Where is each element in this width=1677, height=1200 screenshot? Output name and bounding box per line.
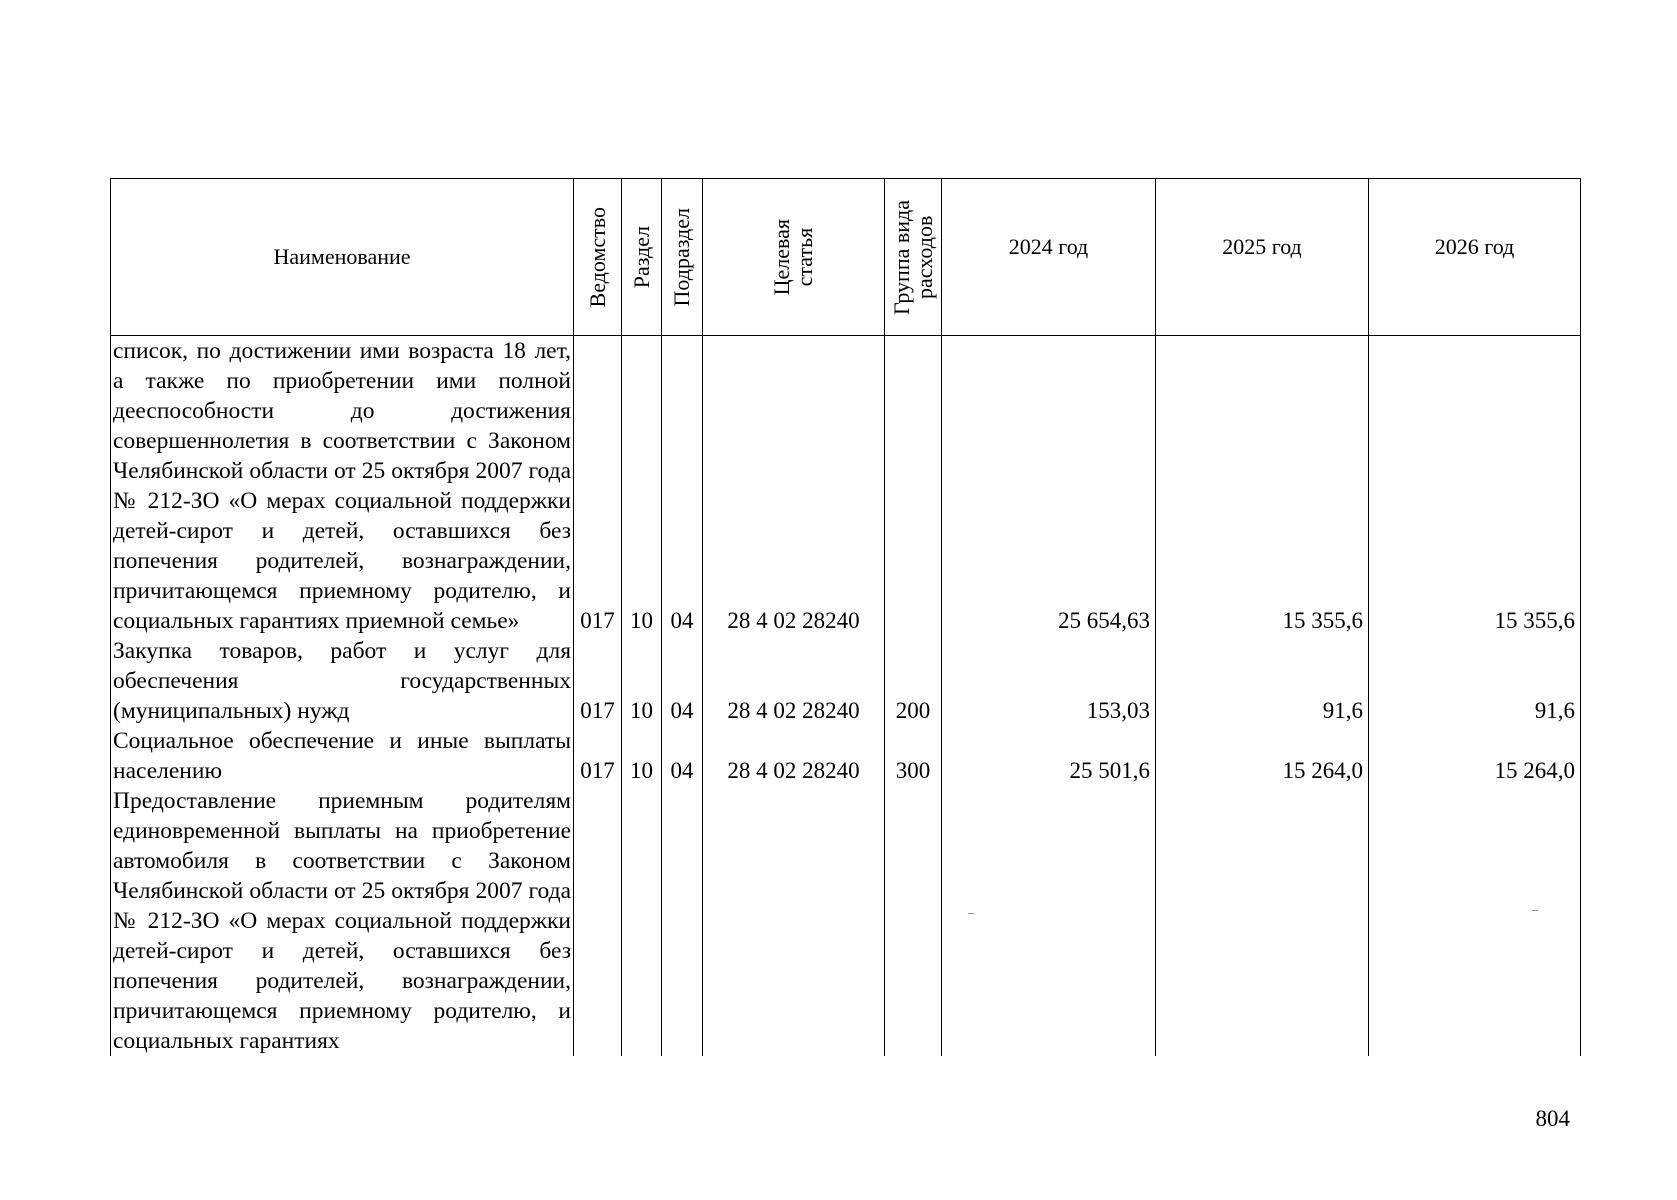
header-tselevaya	[703, 179, 885, 336]
row-vedomstvo	[574, 786, 622, 1056]
row-2026: 15 355,6	[1369, 336, 1581, 637]
scan-speck	[1532, 910, 1538, 911]
budget-table	[110, 178, 1581, 1056]
header-razdel-label: Раздел	[628, 225, 654, 289]
header-name-label: Наименование	[273, 244, 411, 269]
header-tselevaya-label	[770, 219, 816, 295]
page-number: 804	[1535, 1106, 1570, 1131]
row-2024: 153,03	[942, 636, 1156, 726]
row-tselevaya	[703, 786, 885, 1056]
table-row	[111, 726, 1581, 786]
row-vedomstvo: 017	[574, 636, 622, 726]
header-gruppa-label	[890, 200, 936, 315]
row-vedomstvo: 017	[574, 726, 622, 786]
header-vedomstvo-label: Ведомство	[584, 206, 610, 308]
header-tselevaya-line2: статья	[792, 227, 818, 287]
row-razdel: 10	[622, 636, 662, 726]
header-razdel	[622, 179, 662, 336]
table-row	[111, 786, 1581, 1056]
header-podrazdel	[662, 179, 703, 336]
row-tselevaya: 28 4 02 28240	[703, 636, 885, 726]
row-gruppa: 300	[885, 726, 942, 786]
row-2026: 91,6	[1369, 636, 1581, 726]
header-vedomstvo	[574, 179, 622, 336]
row-gruppa	[885, 786, 942, 1056]
header-gruppa-line1: Группа вида	[888, 199, 914, 315]
row-vedomstvo: 017	[574, 336, 622, 637]
row-razdel	[622, 786, 662, 1056]
header-2025-label: 2025 год	[1222, 234, 1302, 259]
header-2024	[942, 179, 1156, 336]
row-2026	[1369, 786, 1581, 1056]
row-2025: 91,6	[1156, 636, 1369, 726]
row-2024	[942, 786, 1156, 1056]
row-2026: 15 264,0	[1369, 726, 1581, 786]
row-razdel: 10	[622, 336, 662, 637]
row-tselevaya: 28 4 02 28240	[703, 336, 885, 637]
header-gruppa	[885, 179, 942, 336]
row-podrazdel	[662, 786, 703, 1056]
row-gruppa	[885, 336, 942, 637]
budget-table-container	[110, 178, 1580, 1088]
row-podrazdel: 04	[662, 726, 703, 786]
header-2025	[1156, 179, 1369, 336]
row-2024: 25 501,6	[942, 726, 1156, 786]
table-row	[111, 336, 1581, 637]
row-name: Социальное обеспечение и иные выплаты населению	[111, 726, 574, 786]
header-2026	[1369, 179, 1581, 336]
header-gruppa-line2: расходов	[912, 215, 937, 299]
row-razdel: 10	[622, 726, 662, 786]
header-tselevaya-line1: Целевая	[769, 218, 795, 296]
row-name: Предоставление приемным родителям единовременной выплаты на приобретение автомобиля в соответствии с Законом Челябинской области от 25 октября 2007 года № 212-ЗО «О мерах социальной поддержки детей-сирот и детей, оставшихся без попечения родителей, вознаграждении, причитающемся приемному родителю, и социальных гарантиях	[111, 786, 574, 1056]
table-header-row	[111, 179, 1581, 336]
scan-speck	[968, 913, 974, 914]
row-podrazdel: 04	[662, 336, 703, 637]
header-podrazdel-label: Подраздел	[669, 207, 695, 307]
row-podrazdel: 04	[662, 636, 703, 726]
header-2024-label: 2024 год	[1008, 234, 1089, 259]
table-row	[111, 636, 1581, 726]
header-name	[111, 179, 574, 336]
row-2025: 15 355,6	[1156, 336, 1369, 637]
row-2025: 15 264,0	[1156, 726, 1369, 786]
row-name: Закупка товаров, работ и услуг для обеспечения государственных (муниципальных) нужд	[111, 636, 574, 726]
header-2026-label: 2026 год	[1434, 234, 1515, 259]
row-2025	[1156, 786, 1369, 1056]
row-gruppa: 200	[885, 636, 942, 726]
row-2024: 25 654,63	[942, 336, 1156, 637]
row-name: список, по достижении ими возраста 18 лет, а также по приобретении ими полной дееспособности до достижения совершеннолетия в соответствии с Законом Челябинской области от 25 октября 2007 года № 212-ЗО «О мерах социальной поддержки детей-сирот и детей, оставшихся без попечения родителей, вознаграждении, причитающемся приемному родителю, и социальных гарантиях приемной семье»	[111, 336, 574, 637]
row-tselevaya: 28 4 02 28240	[703, 726, 885, 786]
